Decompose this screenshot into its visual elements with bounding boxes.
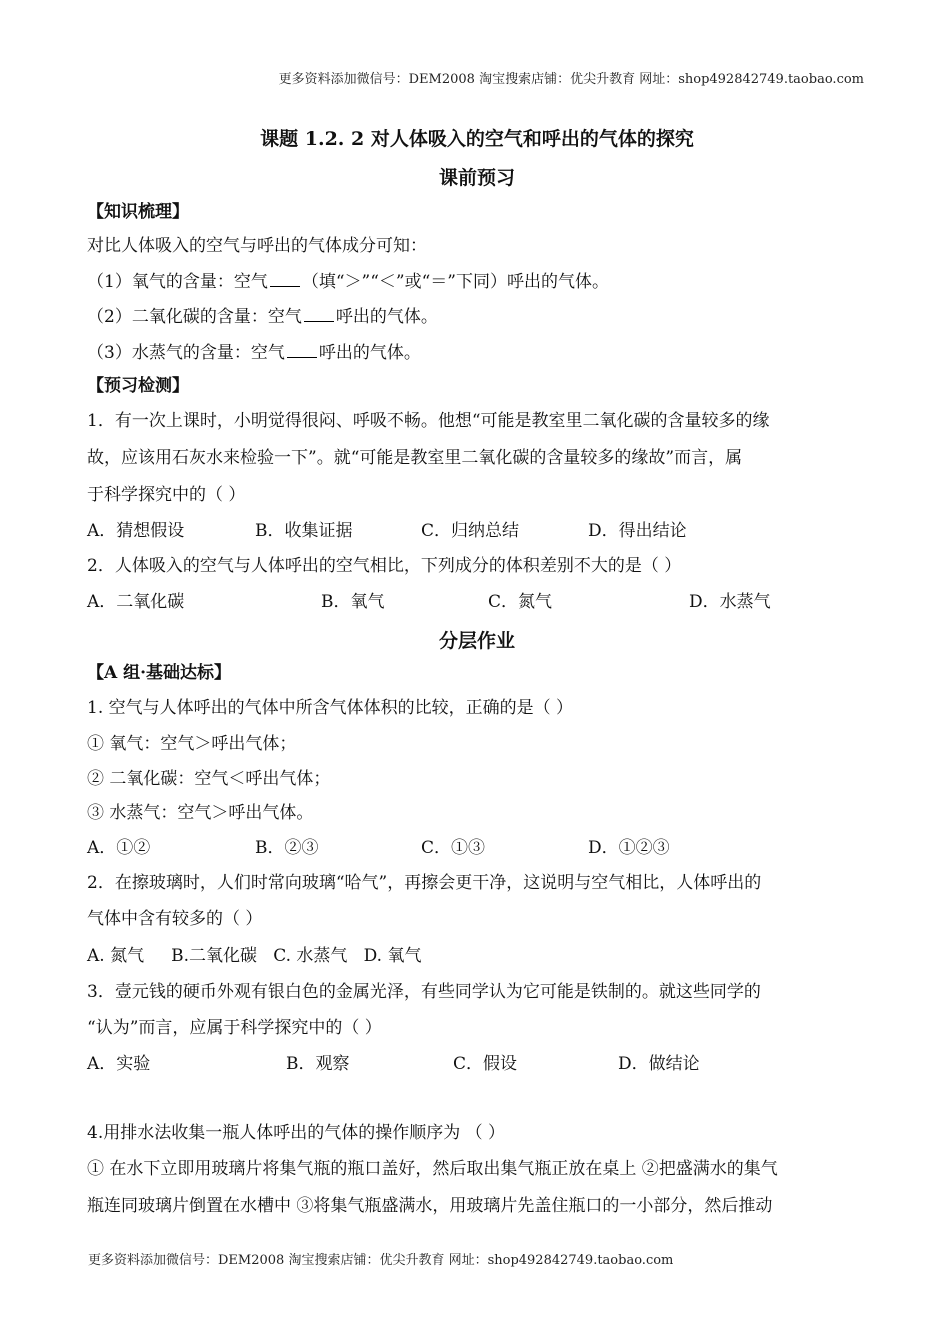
a-q2-options: A. 氮气 B.二氧化碳 C. 水蒸气 D. 氧气 xyxy=(87,946,422,966)
a-q1: 1. 空气与人体呼出的气体中所含气体体积的比较，正确的是（ ） xyxy=(87,698,574,718)
option-b: B．②③ xyxy=(255,838,319,858)
knowledge-line-3-b: 呼出的气体。 xyxy=(318,343,421,363)
a-q1-statement-1: ① 氧气：空气＞呼出气体； xyxy=(87,734,297,754)
a-q2-line-2: 气体中含有较多的（ ） xyxy=(87,909,263,929)
option-c: C．假设 xyxy=(453,1054,518,1074)
check-heading: 【预习检测】 xyxy=(87,376,189,396)
answer-blank[interactable] xyxy=(304,305,334,322)
a-q2-line-1: 2．在擦玻璃时，人们时常向玻璃“哈气”，再擦会更干净，这说明与空气相比，人体呼出的 xyxy=(87,873,762,893)
a-q3-options xyxy=(87,1053,867,1075)
check-q1-options xyxy=(87,520,867,542)
option-c: C．归纳总结 xyxy=(421,521,520,541)
option-a: A．二氧化碳 xyxy=(87,592,185,612)
option-d: D．得出结论 xyxy=(588,521,687,541)
check-q1-line-3: 于科学探究中的（ ） xyxy=(87,485,246,505)
option-d: D．水蒸气 xyxy=(689,592,771,612)
preview-title: 课前预习 xyxy=(438,167,515,189)
option-d: D．做结论 xyxy=(618,1054,700,1074)
knowledge-line-1-a: （1）氧气的含量：空气 xyxy=(87,272,268,292)
check-q1-line-1: 1．有一次上课时，小明觉得很闷、呼吸不畅。他想“可能是教室里二氧化碳的含量较多的缘 xyxy=(87,411,770,431)
option-d: D．①②③ xyxy=(588,838,670,858)
page-footer: 更多资料添加微信号：DEM2008 淘宝搜索店铺：优尖升教育 网址：shop492842749.taobao.com xyxy=(88,1253,674,1268)
homework-title: 分层作业 xyxy=(438,630,515,652)
group-a-heading: 【A 组·基础达标】 xyxy=(87,663,232,683)
knowledge-line-3-a: （3）水蒸气的含量：空气 xyxy=(87,343,285,363)
knowledge-line-2-a: （2）二氧化碳的含量：空气 xyxy=(87,307,302,327)
answer-blank[interactable] xyxy=(287,341,317,358)
option-c: C．①③ xyxy=(421,838,486,858)
knowledge-heading: 【知识梳理】 xyxy=(87,202,189,222)
option-a: A．猜想假设 xyxy=(87,521,185,541)
page-title: 课题 1.2. 2 对人体吸入的空气和呼出的气体的探究 xyxy=(260,128,694,150)
knowledge-line-3 xyxy=(87,341,421,364)
a-q3-line-2: “认为”而言，应属于科学探究中的（ ） xyxy=(87,1018,382,1038)
check-q1-line-2: 故，应该用石灰水来检验一下”。就“可能是教室里二氧化碳的含量较多的缘故”而言，属 xyxy=(87,448,743,468)
knowledge-intro: 对比人体吸入的空气与呼出的气体成分可知： xyxy=(87,236,427,256)
a-q4-line-2: ① 在水下立即用玻璃片将集气瓶的瓶口盖好，然后取出集气瓶正放在桌上 ②把盛满水的集气 xyxy=(87,1159,778,1179)
option-b: B．收集证据 xyxy=(255,521,353,541)
a-q1-options xyxy=(87,837,867,859)
option-b: B．观察 xyxy=(286,1054,350,1074)
knowledge-line-2-b: 呼出的气体。 xyxy=(335,307,438,327)
a-q4-line-3: 瓶连同玻璃片倒置在水槽中 ③将集气瓶盛满水，用玻璃片先盖住瓶口的一小部分，然后推动 xyxy=(87,1196,773,1216)
a-q4: 4.用排水法收集一瓶人体呼出的气体的操作顺序为 （ ） xyxy=(87,1123,506,1143)
option-c: C．氮气 xyxy=(488,592,553,612)
option-a: A．实验 xyxy=(87,1054,151,1074)
option-b: B．氧气 xyxy=(321,592,385,612)
a-q1-statement-3: ③ 水蒸气：空气＞呼出气体。 xyxy=(87,803,314,823)
knowledge-line-2 xyxy=(87,305,438,328)
option-a: A．①② xyxy=(87,838,151,858)
knowledge-line-1-b: （填“＞”“＜”或“＝”下同）呼出的气体。 xyxy=(301,272,609,292)
check-q2-options xyxy=(87,591,867,613)
check-q2: 2．人体吸入的空气与人体呼出的空气相比，下列成分的体积差别不大的是（ ） xyxy=(87,556,682,576)
a-q1-statement-2: ② 二氧化碳：空气＜呼出气体； xyxy=(87,769,331,789)
answer-blank[interactable] xyxy=(270,270,300,287)
page-header: 更多资料添加微信号：DEM2008 淘宝搜索店铺：优尖升教育 网址：shop492842749.taobao.com xyxy=(278,72,864,87)
knowledge-line-1 xyxy=(87,270,609,293)
a-q3-line-1: 3．壹元钱的硬币外观有银白色的金属光泽，有些同学认为它可能是铁制的。就这些同学的 xyxy=(87,982,761,1002)
